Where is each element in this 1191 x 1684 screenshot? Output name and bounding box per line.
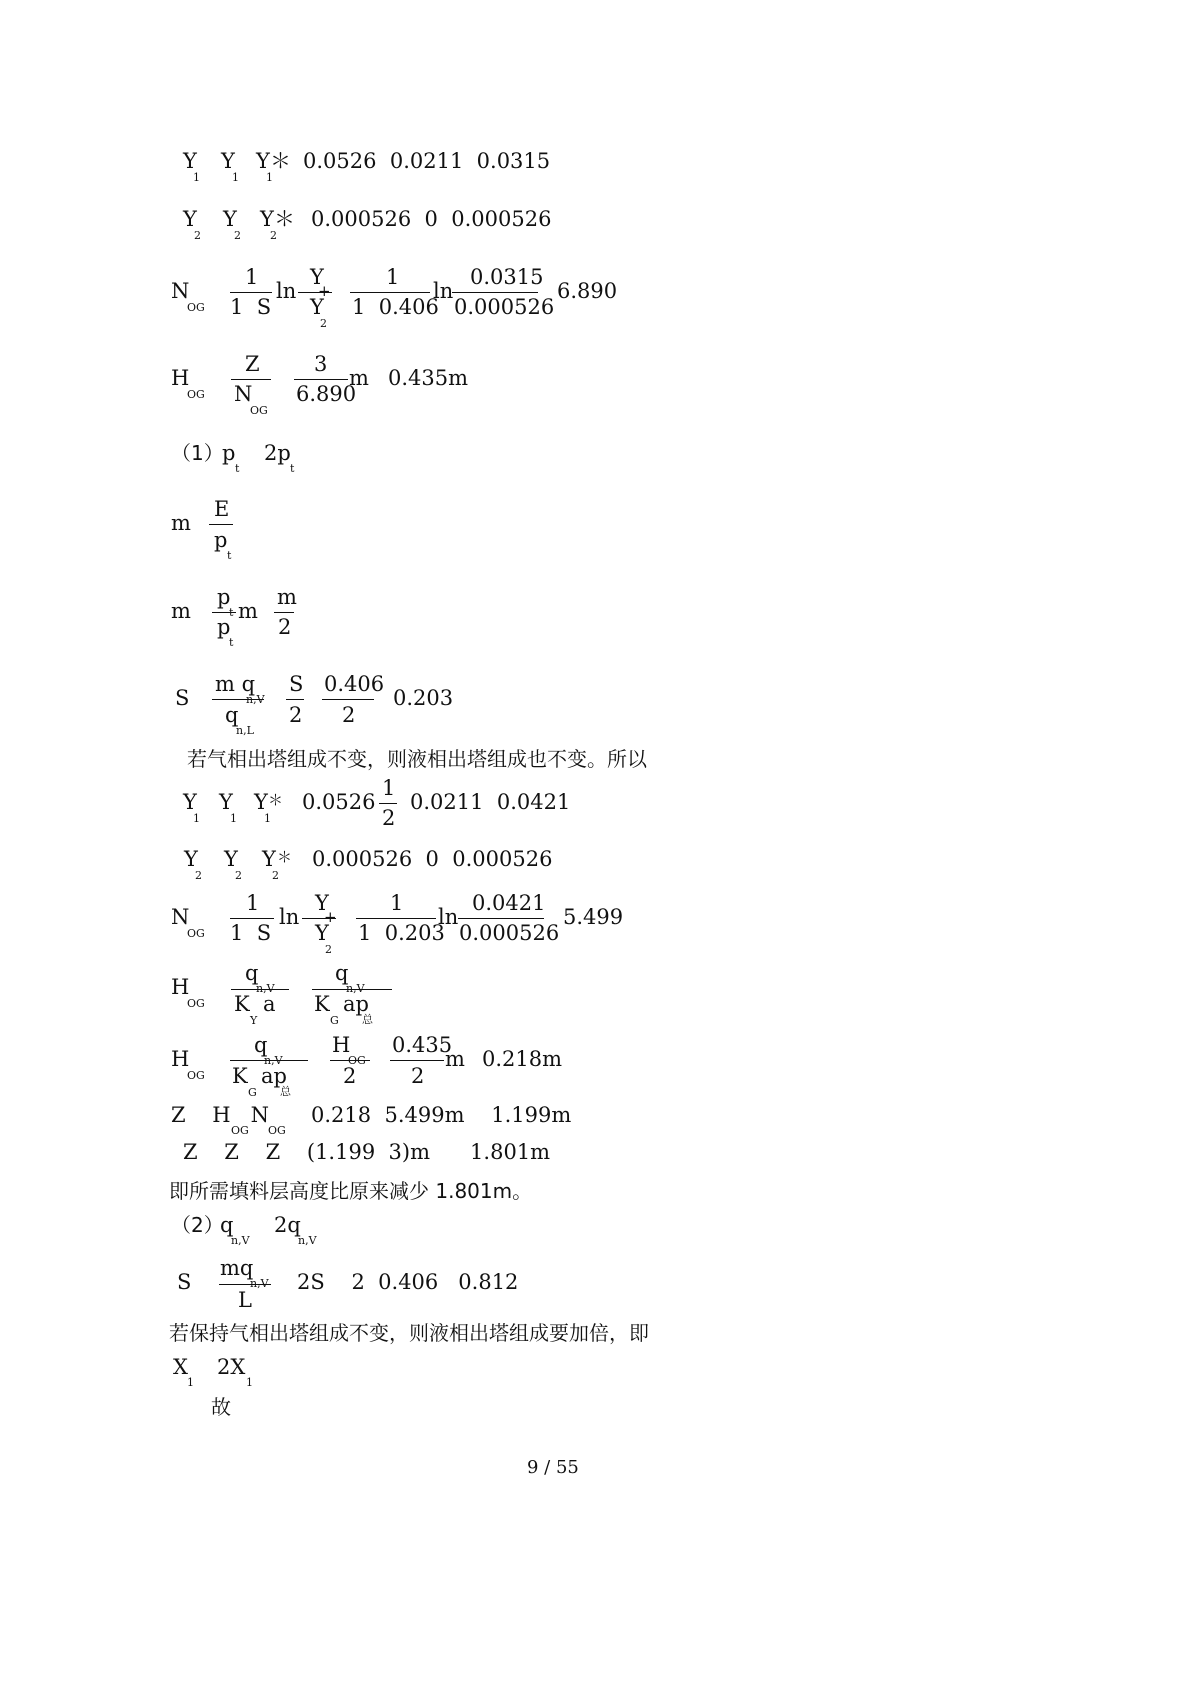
paragraph-gas-phase-unchanged: 若气相出塔组成不变，则液相出塔组成也不变。所以 (187, 747, 647, 771)
paragraph-height-reduced: 即所需填料层高度比原来减少 1.801m。 (169, 1179, 533, 1203)
page-number: 9 / 55 (527, 1457, 579, 1478)
equation-delta-z: Z Z Z (1.199 3)m 1.801m (183, 1140, 551, 1164)
paragraph-therefore: 故 (211, 1395, 231, 1419)
paragraph-liquid-doubled: 若保持气相出塔组成不变，则液相出塔组成要加倍，即 (169, 1321, 649, 1345)
